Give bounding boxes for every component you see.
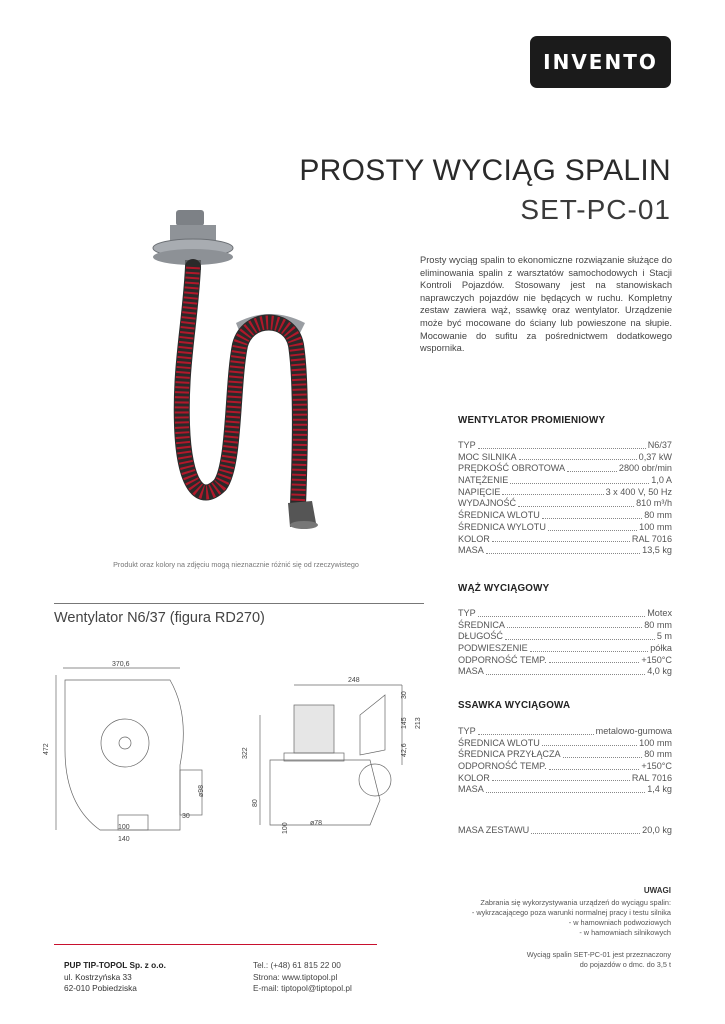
spec-leader-dots <box>518 498 634 507</box>
spec-row <box>458 761 672 773</box>
spec-key: KOLOR <box>458 772 490 783</box>
usage-line: Wyciąg spalin SET-PC-01 jest przeznaczony <box>526 950 671 959</box>
notes-line: - wykrzacającego poza warunki normalnej pracy i testu silnika <box>471 908 671 917</box>
spec-key: NATĘŻENIE <box>458 475 509 486</box>
spec-row <box>458 620 672 632</box>
photo-disclaimer: Produkt oraz kolory na zdjęciu mogą nieznacznie różnić się od rzeczywistego <box>113 560 359 569</box>
invento-logo <box>530 36 671 88</box>
drawing-title: Wentylator N6/37 (figura RD270) <box>54 610 265 626</box>
spec-key: ŚREDNICA WLOTU <box>458 737 540 748</box>
spec-leader-dots <box>567 463 617 472</box>
spec-leader-dots <box>549 655 640 664</box>
spec-row <box>458 631 672 643</box>
front-housing-outline <box>65 680 183 830</box>
front-hub-circle <box>119 737 131 749</box>
dim-side-213: 213 <box>415 717 422 729</box>
spec-leader-dots <box>510 475 649 484</box>
spec-key: ODPORNOŚĆ TEMP. <box>458 654 547 665</box>
spec-value: półka <box>650 643 672 654</box>
spec-row <box>458 487 672 499</box>
logo-text: INVENTO <box>543 50 658 74</box>
spec-value: 80 mm <box>644 510 672 521</box>
nozzle-spec-list <box>458 726 672 796</box>
spec-leader-dots <box>542 738 637 747</box>
spec-value: 3 x 400 V, 50 Hz <box>605 486 672 497</box>
spec-key: MOC SILNIKA <box>458 451 517 462</box>
spec-value: metalowo-gumowa <box>595 726 672 736</box>
front-view <box>43 661 205 843</box>
spec-value: 100 mm <box>639 521 672 532</box>
spec-row <box>458 475 672 487</box>
notes-line: - w hamowniach podwoziowych <box>568 918 671 927</box>
company-name: PUP TIP-TOPOL Sp. z o.o. <box>64 960 166 970</box>
footer-contact <box>253 960 352 995</box>
dim-base-inner: 100 <box>118 824 130 831</box>
side-view <box>242 677 422 834</box>
spec-key: KOLOR <box>458 533 490 544</box>
spec-leader-dots <box>548 522 637 531</box>
spec-row <box>458 498 672 510</box>
spec-value: RAL 7016 <box>631 772 672 783</box>
spec-key: ODPORNOŚĆ TEMP. <box>458 761 547 772</box>
spec-key: WYDAJNOŚĆ <box>458 498 517 509</box>
dim-side-100: 100 <box>282 822 289 834</box>
spec-key: TYP <box>458 726 476 736</box>
page-title: PROSTY WYCIĄG SPALIN <box>299 154 671 187</box>
usage-note <box>431 950 671 970</box>
spec-key: TYP <box>458 608 476 618</box>
dim-side-top: 248 <box>348 677 360 684</box>
side-motor-shape <box>294 705 334 753</box>
spec-row <box>458 655 672 667</box>
dim-base-outer: 140 <box>118 836 130 843</box>
spec-row <box>458 773 672 785</box>
nozzle-rim <box>290 521 318 529</box>
spec-row <box>458 608 672 620</box>
spec-leader-dots <box>530 643 649 652</box>
dim-side-inlet: ø78 <box>310 820 323 827</box>
spec-leader-dots <box>478 440 646 449</box>
spec-row <box>458 749 672 761</box>
spec-leader-dots <box>563 749 643 758</box>
spec-value: 13,5 kg <box>642 545 672 556</box>
spec-row <box>458 522 672 534</box>
footer-address <box>64 960 166 995</box>
website-link[interactable]: Strona: www.tiptopol.pl <box>253 971 338 982</box>
spec-leader-dots <box>531 825 640 834</box>
side-housing-outline <box>270 760 380 825</box>
spec-row <box>458 440 672 452</box>
dim-outlet-len: 30 <box>182 813 190 820</box>
spec-leader-dots <box>486 784 645 793</box>
spec-row <box>458 452 672 464</box>
spec-key: MASA <box>458 545 484 556</box>
spec-value: Motex <box>647 608 672 618</box>
spec-value: 0,37 kW <box>638 451 672 462</box>
spec-value: 4,0 kg <box>647 666 672 677</box>
spec-row <box>458 534 672 546</box>
spec-row <box>458 643 672 655</box>
spec-key: TYP <box>458 440 476 450</box>
usage-line: do pojazdów o dmc. do 3,5 t <box>579 960 671 969</box>
spec-key: PRĘDKOŚĆ OBROTOWA <box>458 463 566 474</box>
product-photo <box>140 205 340 535</box>
spec-key: MASA <box>458 784 484 795</box>
spec-key: PODWIESZENIE <box>458 643 528 654</box>
hose-section-heading: WĄŻ WYCIĄGOWY <box>458 583 550 594</box>
spec-leader-dots <box>478 608 646 617</box>
spec-key: ŚREDNICA WYLOTU <box>458 521 546 532</box>
hose-spec-list <box>458 608 672 678</box>
notes-line: - w hamowniach silnikowych <box>579 928 671 937</box>
dim-outlet-dia: ø98 <box>198 784 205 797</box>
dim-side-145: 145 <box>401 717 408 729</box>
hose-shape <box>182 267 300 505</box>
email-link[interactable]: E-mail: tiptopol@tiptopol.pl <box>253 983 352 993</box>
spec-leader-dots <box>492 773 630 782</box>
spec-key: NAPIĘCIE <box>458 486 501 497</box>
spec-row <box>458 825 672 837</box>
spec-value: 5 m <box>656 631 672 642</box>
spec-value: 20,0 kg <box>642 825 672 835</box>
spec-value: 1,4 kg <box>647 784 672 795</box>
product-description: Prosty wyciąg spalin to ekonomiczne rozwiązanie służące do eliminowania spalin z warsztatów samochodowych i Stacji Kontroli Pojazdów. Stosowany jest na stanowiskach naprawczych pojazdów nie będących w ruchu. Kompletny zestaw zawiera wąż, ssawkę oraz wentylator. Urządzenie może być mocowane do ściany lub powieszone na słupie. Mocowanie do sufitu za pośrednictwem dodatkowego wspornika. <box>420 255 672 354</box>
front-impeller-circle <box>101 719 149 767</box>
spec-row <box>458 666 672 678</box>
spec-value: 810 m³/h <box>636 498 672 509</box>
drawing-divider <box>54 603 424 604</box>
dim-side-30: 30 <box>401 691 408 699</box>
spec-leader-dots <box>542 510 642 519</box>
spec-key: ŚREDNICA PRZYŁĄCZA <box>458 749 561 760</box>
nozzle-section-heading: SSAWKA WYCIĄGOWA <box>458 700 571 711</box>
notes-list <box>371 898 671 938</box>
spec-key: ŚREDNICA <box>458 619 505 630</box>
spec-leader-dots <box>486 545 640 554</box>
spec-value: +150°C <box>641 654 672 665</box>
fan-motor-shape <box>176 210 204 226</box>
spec-leader-dots <box>486 666 645 675</box>
spec-leader-dots <box>502 487 603 496</box>
spec-value: 80 mm <box>644 749 672 760</box>
dim-side-42: 42,6 <box>401 743 408 757</box>
spec-value: 2800 obr/min <box>618 463 672 474</box>
dim-height-left: 472 <box>43 743 50 755</box>
spec-row <box>458 726 672 738</box>
notes-heading: UWAGI <box>643 886 671 895</box>
spec-row <box>458 510 672 522</box>
street: ul. Kostrzyńska 33 <box>64 971 132 982</box>
spec-key: ŚREDNICA WLOTU <box>458 510 540 521</box>
dim-side-80: 80 <box>252 799 259 807</box>
spec-value: 1,0 A <box>651 475 672 486</box>
spec-leader-dots <box>549 761 640 770</box>
spec-value: 100 mm <box>639 737 672 748</box>
notes-line: Zabrania się wykorzystywania urządzeń do wyciągu spalin: <box>480 898 671 907</box>
spec-leader-dots <box>505 631 655 640</box>
spec-value: 80 mm <box>644 619 672 630</box>
spec-row <box>458 545 672 557</box>
spec-row <box>458 738 672 750</box>
city: 62-010 Pobiedziska <box>64 983 137 993</box>
spec-value: N6/37 <box>647 440 672 450</box>
spec-value: +150°C <box>641 761 672 772</box>
footer-divider <box>54 944 377 945</box>
spec-value: RAL 7016 <box>631 533 672 544</box>
spec-row <box>458 784 672 796</box>
spec-key: DŁUGOŚĆ <box>458 631 503 642</box>
technical-drawing <box>40 655 420 850</box>
spec-leader-dots <box>492 534 630 543</box>
phone: Tel.: (+48) 61 815 22 00 <box>253 960 341 970</box>
spec-key: MASA <box>458 666 484 677</box>
spec-key: MASA ZESTAWU <box>458 825 530 835</box>
dim-width-top: 370,6 <box>112 661 130 668</box>
total-mass-spec <box>458 825 672 837</box>
spec-leader-dots <box>507 620 642 629</box>
side-bracket-shape <box>360 695 385 755</box>
spec-row <box>458 463 672 475</box>
fan-spec-list <box>458 440 672 557</box>
spec-leader-dots <box>519 452 637 461</box>
fan-section-heading: WENTYLATOR PROMIENIOWY <box>458 415 606 426</box>
dim-side-322: 322 <box>242 747 249 759</box>
product-code: SET-PC-01 <box>520 194 671 225</box>
spec-leader-dots <box>478 726 594 735</box>
